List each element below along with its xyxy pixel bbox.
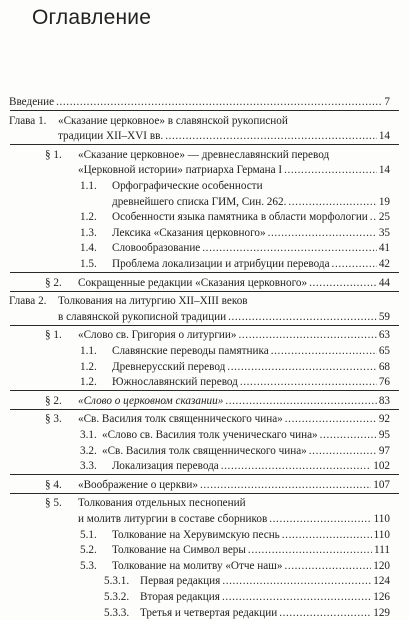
toc-page-number: 14 — [378, 164, 390, 177]
page-title: Оглавление — [32, 6, 152, 29]
toc-entry-title: Лексика «Сказания церковного» — [112, 226, 266, 239]
toc-entry-line — [80, 429, 390, 442]
toc-entry-number: 1.2. — [80, 211, 97, 224]
toc-entry-line — [104, 607, 390, 620]
toc-page-number: 25 — [378, 211, 390, 224]
toc-page-number: 110 — [373, 513, 390, 525]
toc-entry-number: 3.2. — [80, 444, 97, 457]
section-divider — [10, 409, 399, 410]
toc-entry-line — [9, 295, 248, 308]
section-divider — [10, 144, 399, 145]
dot-leader — [309, 445, 377, 458]
toc-entry-title: древнейшего списка ГИМ, Син. 262. — [112, 195, 287, 208]
dot-leader — [240, 376, 377, 389]
toc-entry-number: § 3. — [45, 413, 62, 426]
toc-entry-number: 1.4. — [80, 242, 97, 255]
toc-entry-title: «Слово св. Григория о литургии» — [78, 329, 237, 342]
toc-entry-line — [45, 413, 390, 426]
toc-entry-title: «Воображение о церкви» — [78, 478, 199, 491]
toc-entry-line — [45, 497, 246, 510]
toc-page-number: 120 — [373, 559, 390, 572]
toc-entry-number: 1.5. — [80, 258, 97, 270]
section-divider — [10, 325, 399, 326]
toc-entry-title: Третья и четвертая редакции — [140, 606, 278, 619]
toc-entry-number: § 1. — [45, 148, 62, 161]
toc-entry-line — [80, 345, 390, 358]
toc-entry-number: 1.1. — [80, 180, 97, 192]
toc-page-number: 92 — [378, 413, 390, 426]
toc-page-number: 110 — [373, 528, 390, 541]
dot-leader — [56, 96, 382, 109]
toc-page-number: 59 — [378, 310, 390, 323]
toc-entry-number: Глава 2. — [9, 295, 47, 308]
toc-entry-line — [112, 196, 390, 209]
dot-leader — [279, 607, 371, 620]
toc-entry-line — [80, 560, 390, 573]
toc-entry-number: 5.3.3. — [104, 606, 130, 619]
dot-leader — [225, 395, 377, 408]
toc-page-number: 35 — [378, 226, 390, 239]
toc-entry-line — [80, 258, 390, 271]
toc-entry-line — [80, 445, 390, 458]
toc-entry-line — [80, 211, 390, 224]
toc-entry-title: «Св. Василия толк священнического чина» — [102, 444, 307, 457]
dot-leader — [285, 413, 377, 426]
dot-leader — [239, 329, 377, 342]
toc-entry-title: Древнерусский перевод — [112, 360, 226, 373]
dot-leader — [222, 591, 371, 604]
toc-entry-line — [9, 96, 390, 109]
toc-entry-line — [80, 242, 390, 255]
toc-entry-title: «Сказание церковное» — древнеславянский перевод — [78, 148, 330, 161]
toc-entry-title: Вторая редакция — [140, 591, 220, 603]
toc-entry-line — [80, 460, 390, 473]
dot-leader — [248, 544, 372, 557]
toc-page-number: 83 — [378, 394, 390, 407]
section-divider — [10, 291, 399, 292]
toc-entry-line — [58, 311, 390, 324]
dot-leader — [222, 575, 371, 588]
dot-leader — [284, 164, 377, 177]
toc-entry-number: 5.3.1. — [104, 575, 130, 588]
section-divider — [10, 110, 399, 111]
toc-entry-line — [80, 361, 390, 374]
toc-entry-number: § 2. — [45, 276, 62, 289]
dot-leader — [282, 529, 372, 542]
section-divider — [10, 390, 399, 391]
toc-entry-title: и молитв литургии в составе сборников — [78, 513, 268, 525]
toc-entry-line — [58, 130, 390, 143]
toc-page-number: 65 — [378, 345, 390, 357]
toc-entry-number: 5.3.2. — [104, 591, 130, 603]
toc-entry-number: 1.2. — [80, 376, 97, 389]
dot-leader — [202, 242, 377, 255]
dot-leader — [320, 429, 377, 442]
toc-entry-title: Толкования на литургию XII–XIII веков — [58, 295, 248, 308]
toc-entry-line — [78, 513, 390, 526]
dot-leader — [221, 460, 371, 473]
toc-page-number: 107 — [373, 478, 390, 491]
toc-entry-line — [104, 591, 390, 604]
toc-entry-number: § 5. — [45, 497, 62, 510]
dot-leader — [288, 196, 376, 209]
toc-entry-line — [80, 376, 390, 389]
toc-entry-line — [45, 395, 390, 408]
toc-entry-title: Толкования отдельных песнопений — [78, 497, 246, 510]
toc-page-number: 111 — [374, 544, 390, 557]
toc-entry-title: «Сказание церковное» в славянской рукописной — [58, 114, 288, 127]
toc-entry-title: «Церковной истории» патриарха Германа I — [78, 164, 283, 177]
toc-entry-number: 1.2. — [80, 360, 97, 373]
toc-entry-line — [9, 115, 288, 128]
toc-entry-title: Особенности языка памятника в области морфологии — [112, 211, 368, 224]
toc-entry-number: 5.3. — [80, 559, 97, 572]
toc-entry-number: § 4. — [45, 478, 62, 491]
toc-entry-title: «Слово о церковном сказании» — [78, 394, 224, 407]
toc-entry-line — [45, 149, 329, 162]
toc-page-number: 68 — [378, 360, 390, 373]
section-divider — [10, 474, 399, 475]
toc-entry-title: «Слово св. Василия толк ученическаго чина» — [102, 429, 318, 441]
toc-page-number: 42 — [378, 258, 390, 270]
dot-leader — [228, 311, 377, 324]
toc-page-number: 41 — [378, 242, 390, 255]
toc-entry-number: 3.1. — [80, 429, 97, 441]
dot-leader — [271, 345, 377, 358]
section-divider — [10, 493, 399, 494]
toc-entry-line — [80, 544, 390, 557]
toc-entry-title: Введение — [9, 96, 55, 108]
toc-page-number: 129 — [373, 606, 390, 619]
toc-entry-number: 5.1. — [80, 528, 97, 541]
toc-entry-number: 5.2. — [80, 544, 97, 557]
dot-leader — [309, 277, 377, 290]
toc-page-number: 76 — [378, 376, 390, 389]
toc-entry-number: § 1. — [45, 329, 62, 342]
toc-entry-title: Южнославянский перевод — [112, 376, 238, 389]
toc-entry-title: Толкование на Символ веры — [112, 544, 246, 557]
toc-entry-line — [45, 277, 390, 290]
toc-page-number: 63 — [378, 329, 390, 342]
toc-entry-title: Славянские переводы памятника — [112, 345, 269, 357]
dot-leader — [332, 258, 377, 271]
dot-leader — [200, 479, 371, 492]
toc-entry-title: Толкование на Херувимскую песнь — [112, 528, 280, 541]
toc-page-number: 124 — [373, 575, 390, 588]
toc-entry-number: Глава 1. — [9, 114, 47, 127]
toc-entry-title: Толкование на молитву «Отче наш» — [112, 559, 283, 572]
toc-entry-line — [45, 329, 390, 342]
toc-entry-line — [78, 164, 390, 177]
toc-page-number: 44 — [378, 276, 390, 289]
toc-entry-number: § 2. — [45, 394, 62, 407]
toc-entry-line — [80, 227, 390, 240]
toc-entry-title: традиции XII–XVI вв. — [58, 130, 164, 143]
toc-page-number: 19 — [378, 195, 390, 208]
dot-leader — [269, 513, 371, 526]
toc-entry-title: Проблема локализации и атрибуции перевода — [112, 258, 330, 270]
toc-entry-title: Локализация перевода — [112, 460, 219, 473]
toc-entry-line — [45, 479, 390, 492]
toc-page-number: 95 — [378, 429, 390, 441]
dot-leader — [165, 130, 377, 143]
toc-entry-title: в славянской рукописной традиции — [58, 310, 227, 323]
toc-entry-title: Первая редакция — [140, 575, 221, 588]
toc-page-number: 102 — [373, 460, 390, 473]
toc-entry-line — [104, 575, 390, 588]
section-divider — [10, 272, 399, 273]
toc-page-number: 14 — [378, 130, 390, 143]
toc-page-number: 7 — [384, 96, 390, 108]
toc-entry-number: 3.3. — [80, 460, 97, 473]
dot-leader — [268, 227, 377, 240]
toc-entry-number: 1.3. — [80, 226, 97, 239]
toc-page-number: 126 — [373, 591, 390, 603]
toc-entry-title: Орфографические особенности — [112, 180, 263, 192]
dot-leader — [227, 361, 377, 374]
toc-entry-title: «Св. Василия толк священнического чина» — [78, 413, 283, 426]
toc-entry-number: 1.1. — [80, 345, 97, 357]
toc-entry-line — [80, 529, 390, 542]
dot-leader — [284, 560, 371, 573]
dot-leader — [370, 211, 377, 224]
toc-page-number: 97 — [378, 444, 390, 457]
toc-entry-line — [80, 180, 263, 193]
toc-entry-title: Сокращенные редакции «Сказания церковного» — [78, 276, 308, 289]
toc-entry-title: Словообразование — [112, 242, 201, 255]
